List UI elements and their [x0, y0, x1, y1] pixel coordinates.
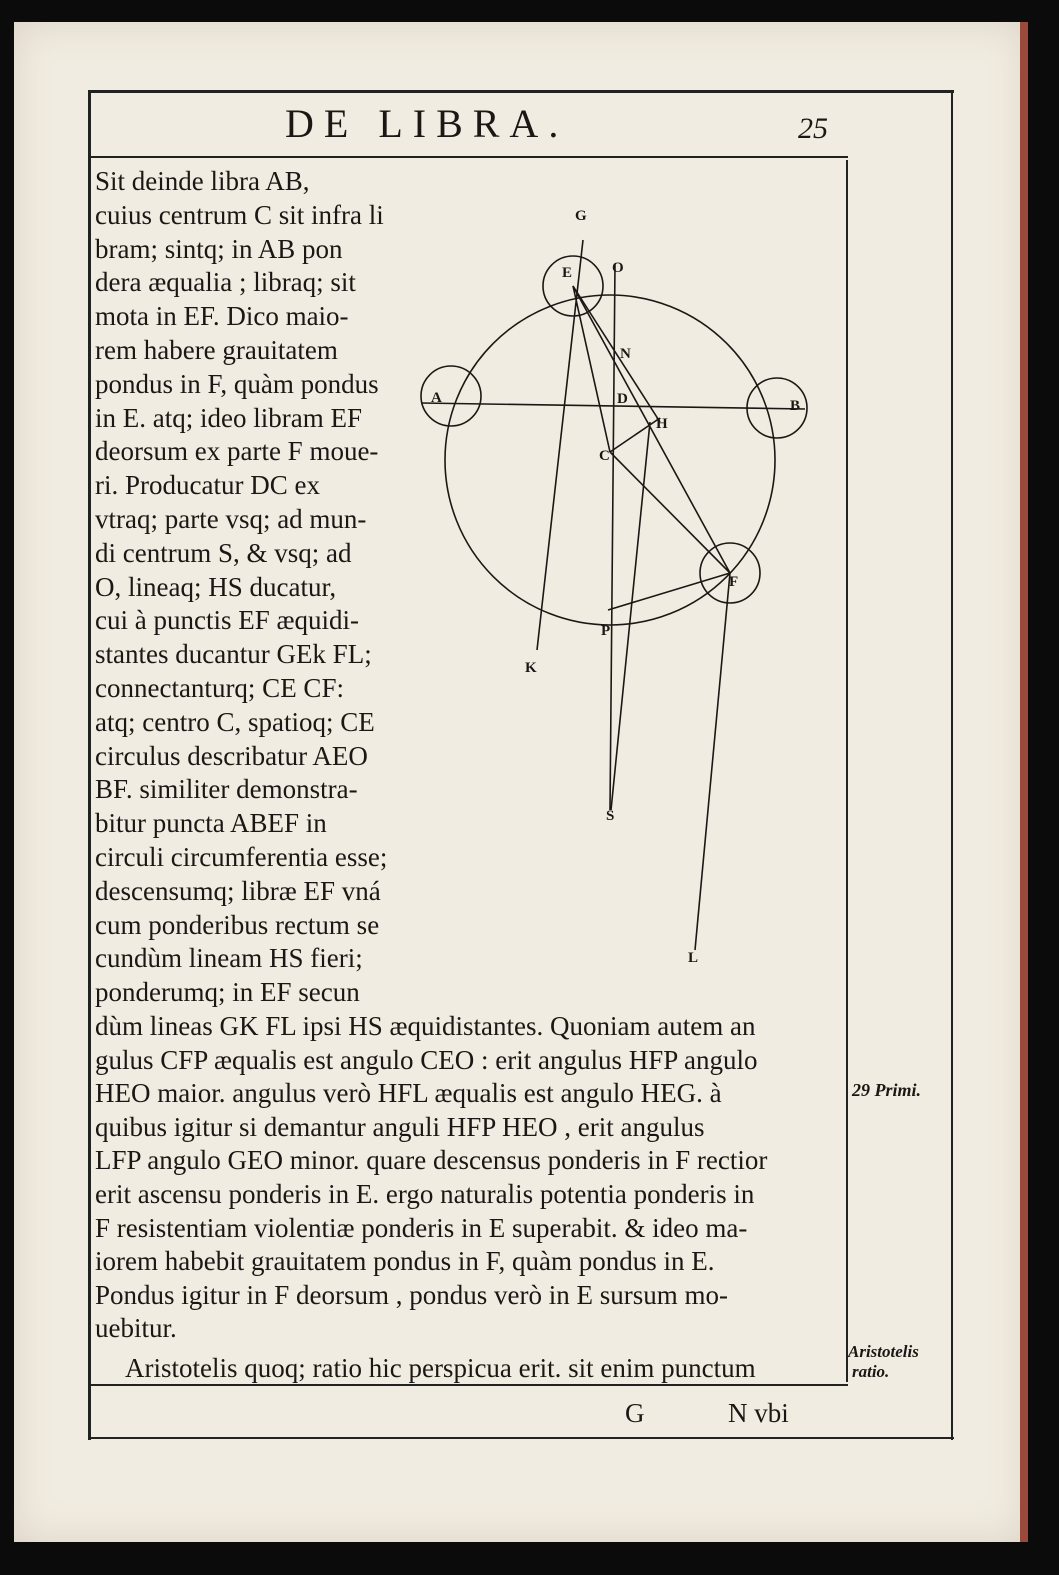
- text-line: dera æqualia ; libraq; sit: [95, 267, 356, 298]
- label-o: O: [612, 260, 624, 276]
- text-line: rem habere grauitatem: [95, 335, 338, 365]
- text-line: HEO maior. angulus verò HFL æqualis est angulo HEG. à: [95, 1078, 722, 1109]
- text-line: vtraq; parte vsq; ad mun-: [95, 504, 367, 534]
- text-line: Sit deinde libra AB,: [95, 166, 310, 196]
- label-a: A: [431, 390, 442, 406]
- margin-note-aristotle-line2: ratio.: [852, 1362, 890, 1381]
- running-head: DE LIBRA.: [285, 101, 569, 146]
- text-line: descensumq; libræ EF vná: [95, 875, 381, 906]
- text-column-rule: [846, 160, 848, 1382]
- text-line: uebitur.: [95, 1313, 177, 1344]
- page-edge: [1020, 22, 1028, 1542]
- text-line: deorsum ex parte F moue-: [95, 436, 379, 467]
- label-s: S: [606, 808, 615, 824]
- margin-note-aristotle-line1: Aristotelis: [848, 1342, 919, 1361]
- label-p: P: [601, 623, 611, 639]
- text-line: BF. similiter demonstra-: [95, 774, 358, 805]
- line-ef: [573, 286, 730, 573]
- text-line: ponderumq; in EF secun: [95, 977, 360, 1008]
- text-line: gulus CFP æqualis est angulo CEO : erit angulus HFP angulo: [95, 1044, 758, 1075]
- line-fl: [695, 573, 730, 950]
- text-line: Pondus igitur in F deorsum , pondus verò in E sursum mo-: [95, 1279, 728, 1310]
- label-d: D: [617, 391, 628, 407]
- label-c: C: [599, 448, 610, 464]
- label-k: K: [525, 660, 537, 676]
- text-line: ri. Producatur DC ex: [95, 470, 320, 501]
- signature-mark: G: [625, 1398, 645, 1428]
- text-line: dùm lineas GK FL ipsi HS æquidistantes. Quoniam autem an: [95, 1011, 756, 1041]
- text-line: atq; centro C, spatioq; CE: [95, 706, 375, 737]
- catchword: N vbi: [728, 1398, 789, 1428]
- label-n: N: [620, 346, 631, 362]
- text-line: erit ascensu ponderis in E. ergo naturalis potentia ponderis in: [95, 1179, 755, 1209]
- label-l: L: [688, 950, 699, 966]
- text-line: quibus igitur si demantur anguli HFP HEO , erit angulus: [95, 1111, 705, 1142]
- label-g: G: [575, 208, 587, 224]
- label-b: B: [790, 398, 801, 414]
- line-fp: [608, 573, 730, 610]
- text-line: circuli circumferentia esse;: [95, 842, 388, 872]
- text-line: LFP angulo GEO minor. quare descensus ponderis in F rectior: [95, 1145, 768, 1176]
- text-line: F resistentiam violentiæ ponderis in E superabit. & ideo ma-: [95, 1212, 748, 1243]
- line-ce: [573, 286, 610, 452]
- label-h: H: [656, 416, 668, 432]
- frame-left-rule: [88, 90, 91, 1440]
- text-line: cum ponderibus rectum se: [95, 909, 380, 940]
- lever-diagram: [405, 160, 845, 1010]
- text-line: iorem habebit grauitatem pondus in F, quàm pondus in E.: [95, 1246, 715, 1277]
- text-line: stantes ducantur GEk FL;: [95, 639, 372, 670]
- text-line: pondus in F, quàm pondus: [95, 368, 379, 399]
- frame-bottom-rule: [88, 1437, 954, 1439]
- label-f: F: [729, 574, 739, 590]
- text-line: Aristotelis quoq; ratio hic perspicua erit. sit enim punctum: [125, 1353, 756, 1383]
- frame-right-rule: [951, 90, 953, 1440]
- header-rule: [88, 156, 848, 158]
- text-line: circulus describatur AEO: [95, 740, 368, 771]
- label-e: E: [562, 265, 573, 281]
- text-line: bram; sintq; in AB pon: [95, 233, 343, 264]
- text-line: bitur puncta ABEF in: [95, 808, 327, 839]
- text-line: O, lineaq; HS ducatur,: [95, 571, 337, 602]
- text-line: cuius centrum C sit infra li: [95, 199, 384, 230]
- margin-note-reference: 29 Primi.: [852, 1080, 922, 1100]
- page-number: 25: [798, 112, 828, 145]
- line-cf: [610, 452, 730, 573]
- text-line: mota in EF. Dico maio-: [95, 301, 349, 332]
- text-line: cundùm lineam HS fieri;: [95, 943, 363, 974]
- text-line: connectanturq; CE CF:: [95, 673, 344, 703]
- text-line: cui à punctis EF æquidi-: [95, 605, 359, 636]
- line-hs: [611, 422, 650, 810]
- frame-top-rule: [88, 90, 954, 93]
- text-line: in E. atq; ideo libram EF: [95, 402, 362, 433]
- text-line: di centrum S, & vsq; ad: [95, 537, 352, 568]
- line-dh: [610, 418, 660, 452]
